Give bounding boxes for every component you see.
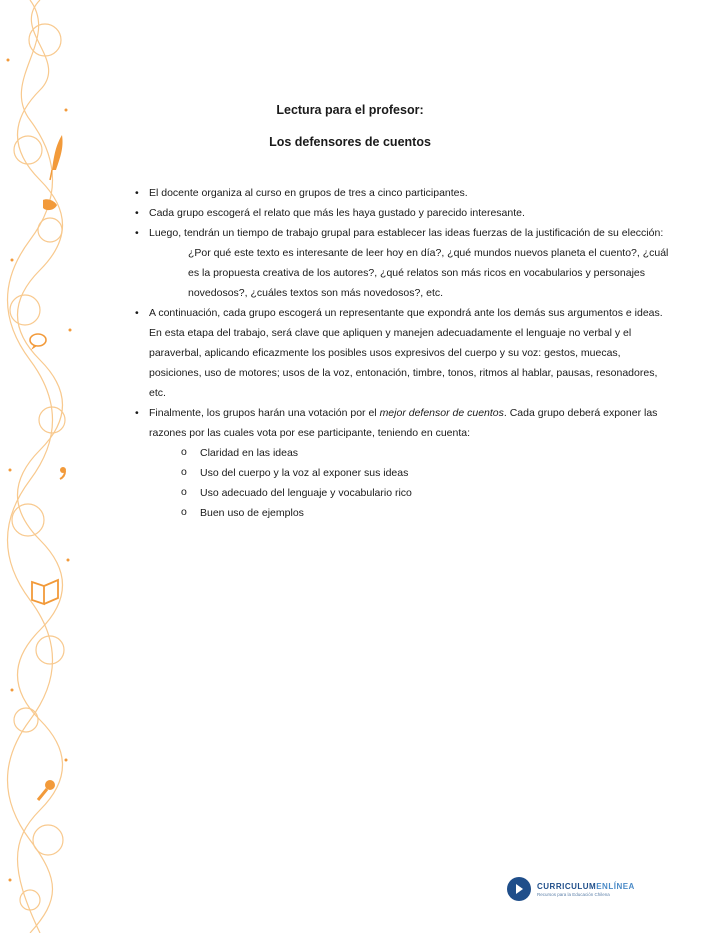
criteria-item: o Claridad en las ideas	[174, 443, 674, 463]
hand-icon	[43, 199, 57, 210]
title-block	[230, 103, 470, 149]
criteria-item: o Buen uso de ejemplos	[174, 503, 674, 523]
play-arrow-icon	[507, 877, 531, 901]
bullet-list	[132, 183, 674, 523]
decorative-border	[0, 0, 80, 933]
criteria-item: o Uso adecuado del lenguaje y vocabulario rico	[174, 483, 674, 503]
logo-tagline: Recursos para la Educación Chilena	[537, 891, 610, 897]
list-item	[132, 183, 674, 203]
logo-brand-a: CURRICULUM	[537, 881, 597, 891]
list-item-text: A continuación, cada grupo escogerá un representante que expondrá ante los demás sus argumentos e ideas. En esta etapa del trabajo, será clave que apliquen y manejen adecuadamente el lenguaje no verbal y el paraverbal, aplicando eficazmente los posibles usos expresivos del cuerpo y su voz: gestos, muecas, posiciones, uso de motores; usos de la voz, entonación, timbre, tonos, ritmos al hablar, pausas, resonadores, etc.	[149, 307, 663, 399]
criteria-list	[149, 443, 674, 523]
list-item-text: . Cada grupo deberá exponer las razones por las cuales vota por ese participante, teniendo en cuenta:	[149, 407, 658, 439]
logo-wordmark	[537, 882, 635, 891]
list-item	[132, 223, 674, 303]
comma-icon	[60, 467, 66, 479]
document-body	[132, 183, 674, 523]
list-item-text: Luego, tendrán un tiempo de trabajo grupal para establecer las ideas fuerzas de la justificación de su elección:	[149, 227, 664, 239]
emphasis-text: mejor defensor de cuentos	[379, 407, 504, 419]
document-title: Lectura para el profesor:	[276, 103, 424, 117]
microphone-icon	[38, 780, 55, 800]
document-subtitle: Los defensores de cuentos	[269, 135, 431, 149]
book-icon	[32, 580, 58, 604]
list-item	[132, 303, 674, 403]
curriculum-logo	[507, 876, 635, 902]
list-item-text: Cada grupo escogerá el relato que más les haya gustado y parecido interesante.	[149, 207, 525, 219]
guiding-questions: ¿Por qué este texto es interesante de leer hoy en día?, ¿qué mundos nuevos planeta el cuento?, ¿cuál es la propuesta creativa de los autores?, ¿qué relatos son más ricos en vocabularios y personajes novedosos?, ¿cuáles textos son más novedosos?, etc.	[188, 247, 669, 299]
list-item-text: Finalmente, los grupos harán una votación por el	[149, 407, 380, 419]
list-item-text: El docente organiza al curso en grupos de tres a cinco participantes.	[149, 187, 468, 199]
criteria-item: o Uso del cuerpo y la voz al exponer sus ideas	[174, 463, 674, 483]
logo-brand-b: ENLÍNEA	[596, 881, 635, 891]
quill-icon	[50, 135, 63, 180]
speech-bubble-icon	[30, 334, 46, 350]
list-item	[132, 403, 674, 523]
list-item	[132, 203, 674, 223]
